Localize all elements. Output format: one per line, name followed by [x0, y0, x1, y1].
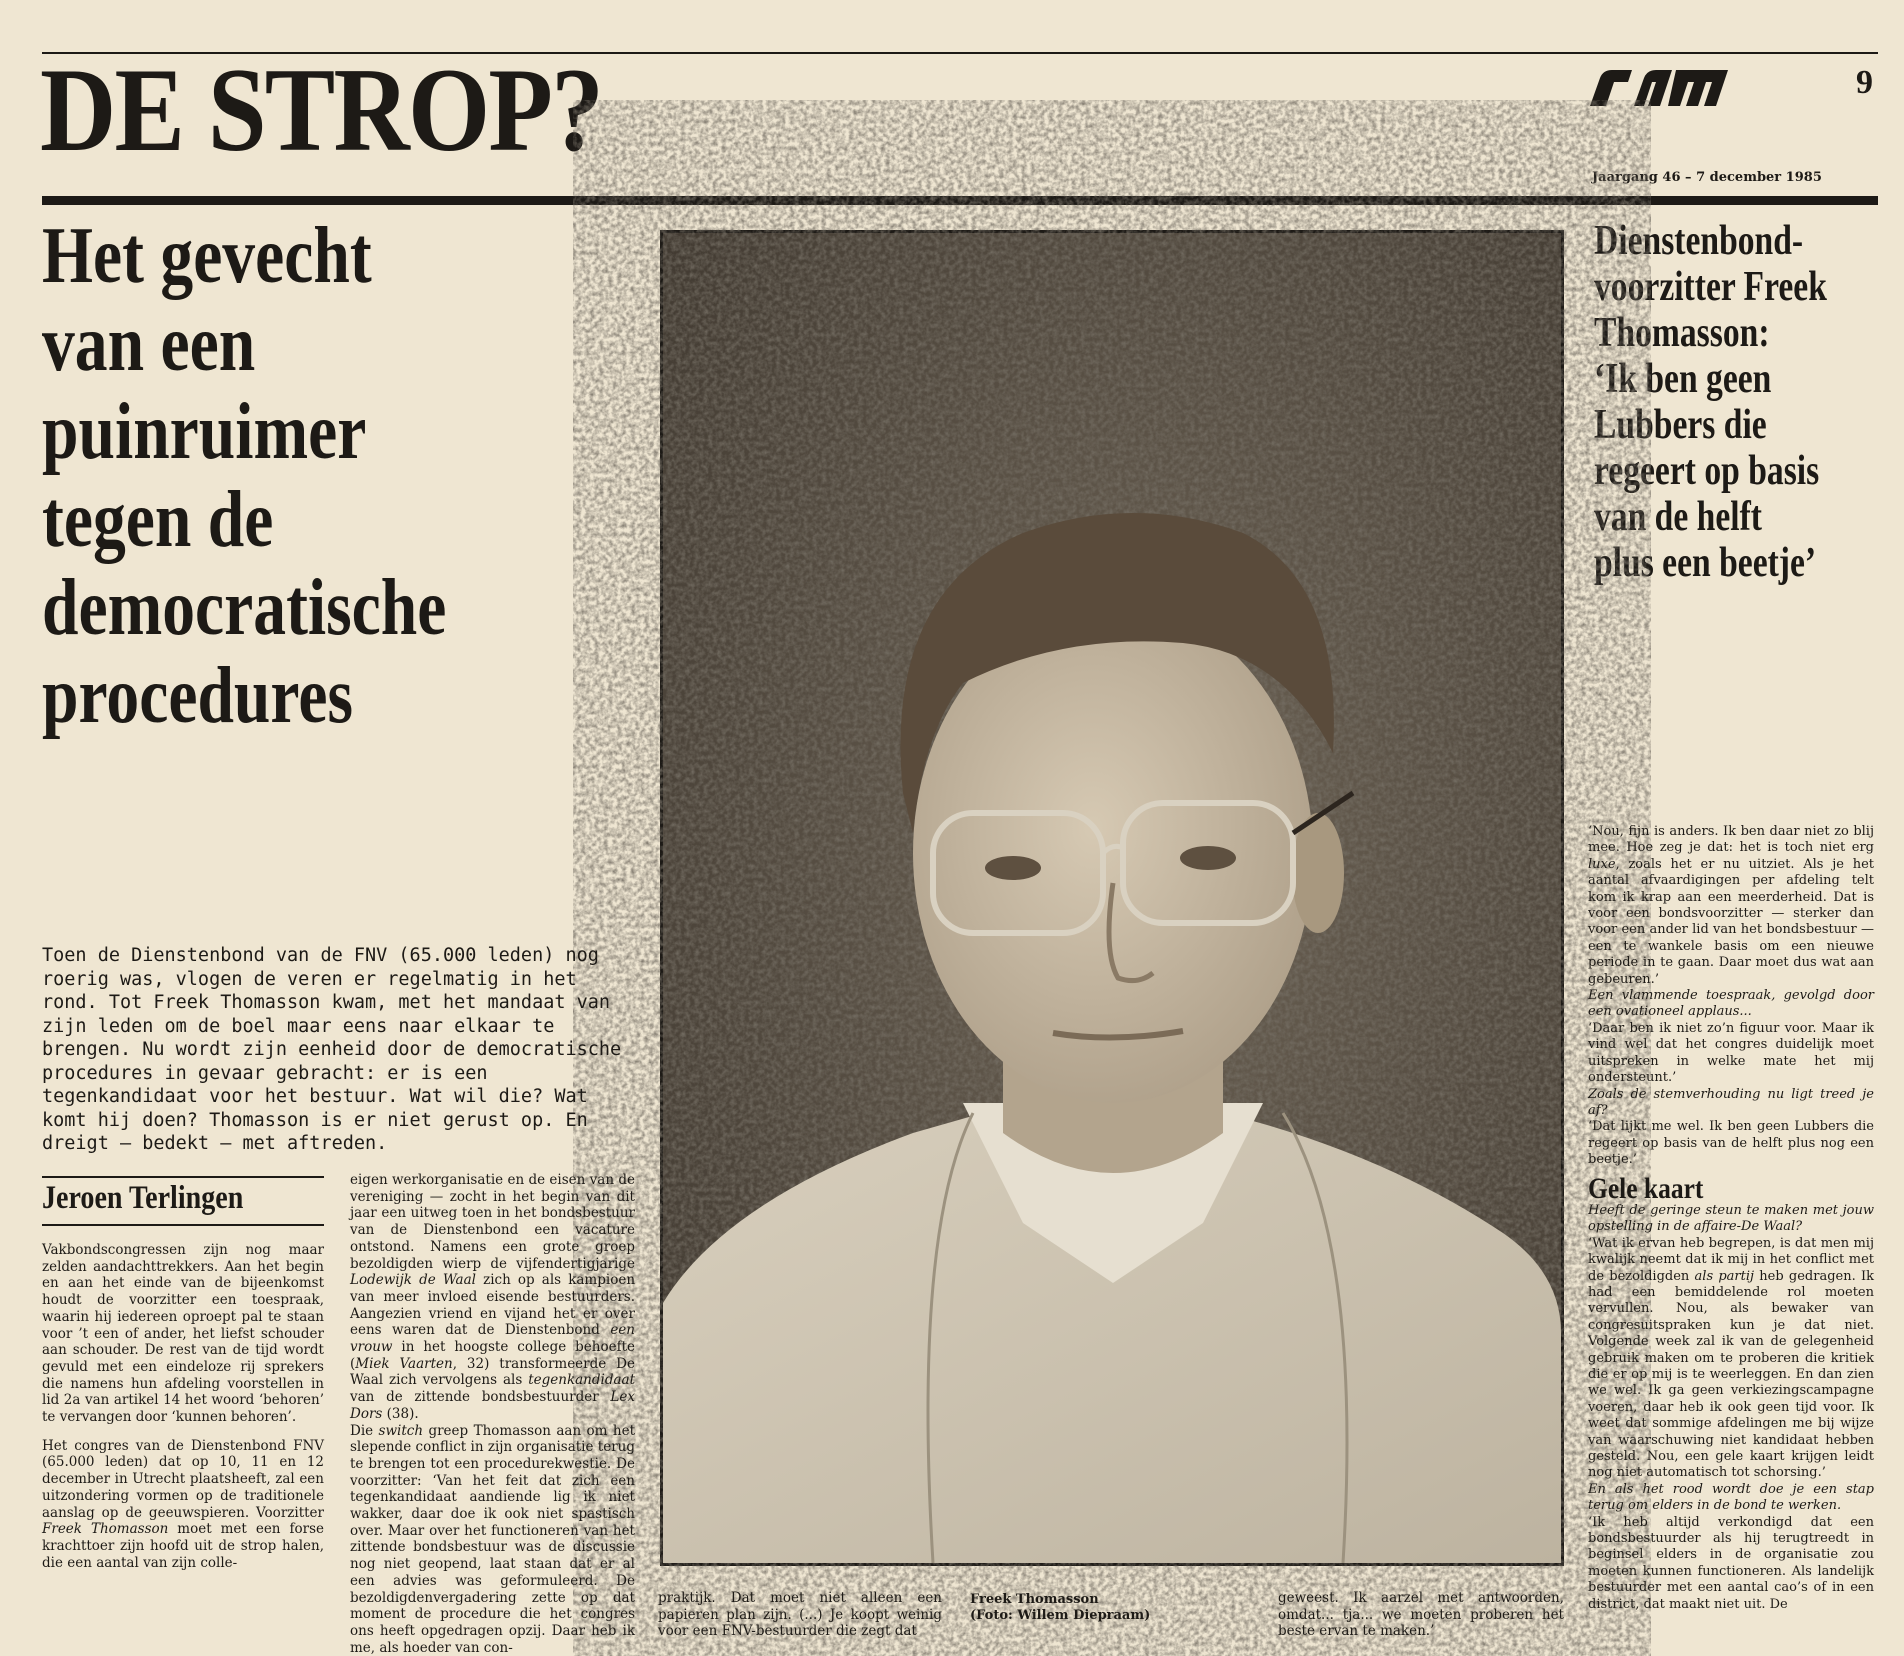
headline-line: tegen de: [42, 476, 274, 564]
interview-question: Heeft de geringe steun te maken met jouw opstelling in de affaire-De Waal?: [1588, 1202, 1874, 1235]
article-column-3: [658, 1590, 942, 1640]
headline-line: puinruimer: [42, 388, 367, 476]
byline-rule-top: [42, 1176, 324, 1178]
interview-answer: ‘Wat ik ervan heb begrepen, is dat men mij kwalijk neemt dat ik mij in het conflict met de bezoldigden als partij heb gedragen. Ik had een bemiddelende rol moeten vervullen. Nou, als bewaker van congresuitspraken kun je dat niet. Volgende week zal ik van de gelegenheid gebruik maken om te proberen die kritiek die er op mij is te weerleggen. En dan zien we wel. Ik ga geen verkiezingscampagne voeren, daar heb ik ook geen tijd voor. Ik weet dat sommige afdelingen me bij wijze van waarschuwing niet kandidaat hebben gesteld. Nou, een gele kaart krijgen leidt nog niet automatisch tot schorsing.’: [1588, 1235, 1874, 1481]
article-column-1: [42, 1242, 324, 1630]
vakbond-logo-icon: [1590, 70, 1728, 106]
side-headline-line: Thomasson:: [1594, 310, 1770, 356]
column1-paragraph: Vakbondscongressen zijn nog maar zelden aandachttrekkers. Aan het begin en aan het einde van de bijeenkomst houdt de voorzitter een toespraak, waarin hij iedereen oproept pal te staan voor ’t een of ander, het liefst schouder aan schouder. De rest van de tijd wordt gevuld met een eindeloze rij sprekers die namens hun afdeling voorstellen in lid 2a van artikel 14 het woord ‘behoren’ te vervangen door ‘kunnen behoren’.: [42, 1242, 324, 1426]
side-headline-line: regeert op basis: [1594, 448, 1820, 494]
column4-text: geweest. Ik aarzel met antwoorden, omdat... tja... we moeten proberen het beste ervan te maken.’: [1278, 1590, 1564, 1640]
side-headline-line: Lubbers die: [1594, 402, 1767, 448]
column2-paragraph: eigen werkorganisatie en de eisen van de vereniging — zocht in het begin van dit jaar een uitweg toen in het bondsbestuur van de Dienstenbond een vacature ontstond. Namens een grote groep bezoldigden wierp de vijfendertigjarige Lodewijk de Waal zich op als kampioen van meer invloed eisende bestuurders. Aangezien vriend en vijand het er over eens waren dat de Dienstenbond een vrouw in het hoogste college behoefte (Miek Vaarten, 32) transformeerde De Waal zich vervolgens als tegenkandidaat van de zittende bondsbestuurder Lex Dors (38).: [350, 1172, 636, 1422]
headline-line: procedures: [42, 652, 353, 740]
photo-caption: [970, 1592, 1150, 1624]
byline-rule-bottom: [42, 1224, 324, 1226]
interview-answer: ‘Ik heb altijd verkondigd dat een bondsbestuurder als hij terugtreedt in beginsel elders in de organisatie zou moeten kunnen functioneren. Als landelijk bestuurder met een aantal cao’s of in een district, dat maakt niet uit. De: [1588, 1514, 1874, 1612]
headline-line: democratische: [42, 564, 447, 652]
column1-paragraph: Het congres van de Dienstenbond FNV (65.000 leden) dat op 10, 11 en 12 december in Utrecht plaatsheeft, zal een uitzondering vormen op de traditionele aanslag op de geeuwspieren. Voorzitter Freek Thomasson moet met een forse krachttoer zijn hoofd uit de strop halen, die een aantal van zijn colle-: [42, 1437, 324, 1571]
side-headline-line: van de helft: [1594, 494, 1762, 540]
masthead: DE STROP?: [40, 43, 603, 176]
caption-credit: (Foto: Willem Diepraam): [970, 1608, 1151, 1623]
article-column-2: [350, 1172, 636, 1656]
interview-question: En als het rood wordt doe je een stap terug om elders in de bond te werken.: [1588, 1481, 1874, 1514]
article-column-4: [1278, 1590, 1564, 1640]
side-headline: [1594, 218, 1882, 586]
column2-paragraph: Die switch greep Thomasson aan om het slepende conflict in zijn organisatie terug te brengen tot een procedurekwestie. De voorzitter: ‘Van het feit dat zich een tegenkandidaat aandiende lig ik niet wakker, daar doe ik ook niet spastisch over. Maar over het functioneren van het zittende bondsbestuur was de discussie nog niet geopend, laat staan dat er al een advies was geformuleerd. De bezoldigdenvergadering zette op dat moment de procedure die het congres ons heeft opgedragen opzij. Daar heb ik me, als hoeder van con-: [350, 1422, 635, 1656]
page-number: 9: [1856, 64, 1873, 101]
subhead-gele-kaart: Gele kaart: [1588, 1171, 1704, 1205]
interview-question: Een vlammende toespraak, gevolgd door een ovationeel applaus...: [1588, 988, 1874, 1020]
intro-paragraph: [42, 944, 642, 1156]
side-headline-line: Dienstenbond-: [1594, 218, 1804, 264]
dateline: Jaargang 46 – 7 december 1985: [1592, 170, 1822, 185]
interview-answer: ‘Dat lijkt me wel. Ik ben geen Lubbers die regeert op basis van de helft plus nog een beetje.’: [1588, 1119, 1874, 1168]
interview-answer: ‘Nou, fijn is anders. Ik ben daar niet zo blij mee. Hoe zeg je dat: het is toch niet erg luxe, zoals het er nu uitziet. Als je het aantal afvaardigingen per afdeling telt kom ik krap aan een meerderheid. Dat is voor een bondsvoorzitter — sterker dan voor een ander lid van het bondsbestuur — een te wankele basis om een nieuwe periode in te gaan. Daar moet dus wat aan gebeuren.’: [1588, 824, 1874, 987]
header-thick-rule: [42, 196, 1878, 205]
side-headline-line: plus een beetje’: [1594, 540, 1817, 586]
intro-text: Toen de Dienstenbond van de FNV (65.000 leden) nog roerig was, vlogen de veren er regelmatig in het rond. Tot Freek Thomasson kwam, met het mandaat van zijn leden om de boel maar eens naar elkaar te brengen. Nu wordt zijn eenheid door de democratische procedures in gevaar gebracht: er is een tegenkandidaat voor het bestuur. Wat wil die? Wat komt hij doen? Thomasson is er niet gerust op. En dreigt — bedekt — met aftreden.: [42, 945, 622, 1154]
column3-text: praktijk. Dat moet niet alleen een papieren plan zijn. (...) Je koopt weinig voor een FNV-bestuurder die zegt dat: [658, 1590, 942, 1640]
headline: [42, 212, 632, 740]
headline-line: van een: [42, 300, 256, 388]
side-headline-line: voorzitter Freek: [1594, 264, 1827, 310]
interview-answer: ‘Daar ben ik niet zo’n figuur voor. Maar ik vind wel dat het congres duidelijk moet uitspreken in welke mate het mij ondersteunt.’: [1588, 1020, 1874, 1086]
headline-line: Het gevecht: [42, 212, 372, 300]
byline: Jeroen Terlingen: [42, 1180, 244, 1216]
side-headline-line: ‘Ik ben geen: [1594, 356, 1772, 402]
portrait-photo: [660, 230, 1564, 1566]
interview-question: Zoals de stemverhouding nu ligt treed je af?: [1588, 1086, 1874, 1118]
portrait-photo-illustration: [663, 233, 1561, 1563]
article-column-right: [1588, 824, 1874, 1630]
caption-name: Freek Thomasson: [970, 1592, 1099, 1607]
